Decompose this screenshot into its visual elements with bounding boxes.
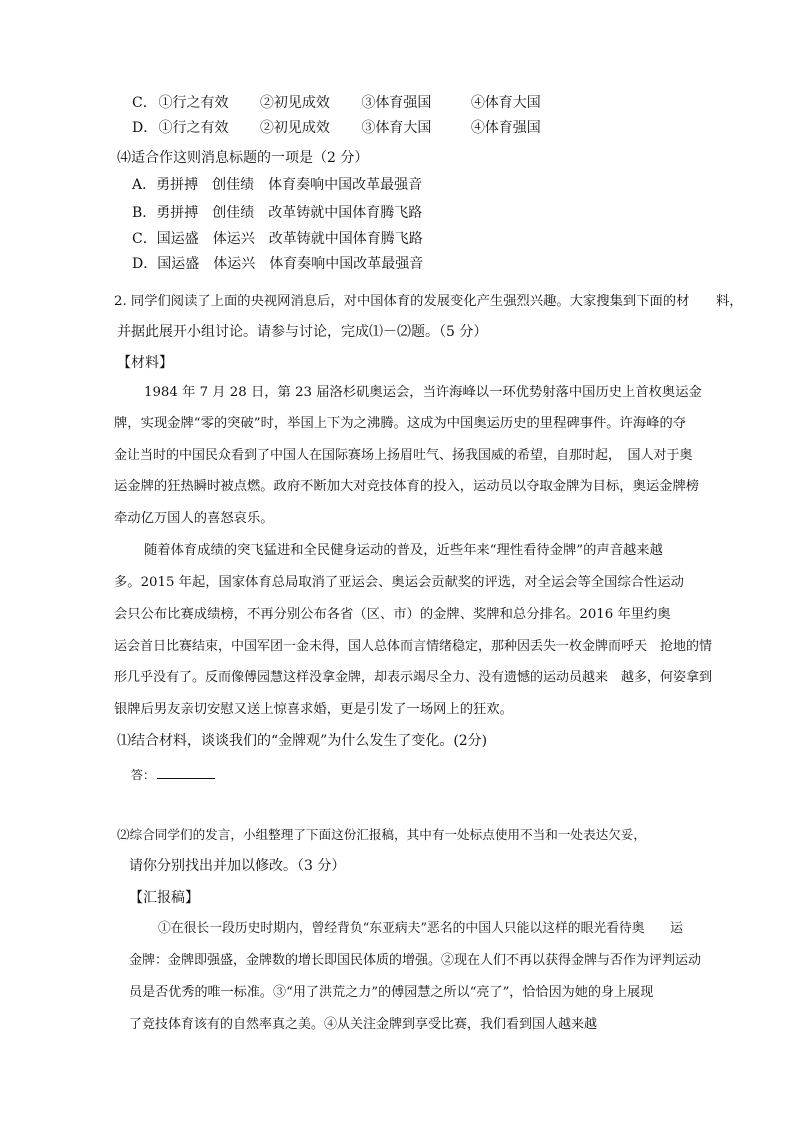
option-d-item-4: ④体育强国 <box>470 120 541 136</box>
sub1-answer <box>131 764 215 785</box>
material-p2-line: 多。2015 年起，国家体育总局取消了亚运会、奥运会贡献奖的评选，对全运会等全国综合性运动 <box>114 575 684 590</box>
material-p1-line: 牌，实现金牌“零的突破”时，举国上下为之沸腾。这成为中国奥运历史的里程碑事件。许海峰的夺 <box>114 416 687 431</box>
sub4-option-b: B．勇拼搏 创佳绩 改革铸就中国体育腾飞路 <box>132 205 423 221</box>
sub1-answer-label: 答： <box>131 768 156 782</box>
material-heading: 【材料】 <box>117 355 173 371</box>
material-p2-line: 形几乎没有了。反而像傅园慧这样没拿金牌，却表示竭尽全力、没有遗憾的运动员越来 越多，何姿拿到 <box>114 670 713 685</box>
sub2-stem-line-2: 请你分别找出并加以修改。（3 分） <box>129 858 346 874</box>
sub4-option-a: A．勇拼搏 创佳绩 体育奏响中国改革最强音 <box>132 177 423 193</box>
report-heading: 【汇报稿】 <box>129 890 199 906</box>
sub1-answer-blank[interactable] <box>157 764 215 779</box>
report-line: 员是否优秀的唯一标准。③“用了洪荒之力”的傅园慧之所以“亮了”，恰恰因为她的身上展现 <box>129 985 654 1000</box>
option-d-item-2: ②初见成效 <box>259 120 330 136</box>
report-line: 金牌：金牌即强盛，金牌数的增长即国民体质的增强。②现在人们不再以获得金牌与否作为评判运动 <box>129 953 702 968</box>
sub1-stem: ⑴结合材料，谈谈我们的“金牌观”为什么发生了变化。(2分) <box>117 733 488 749</box>
sub4-option-c: C．国运盛 体运兴 改革铸就中国体育腾飞路 <box>132 231 423 247</box>
option-d-item-1: ①行之有效 <box>158 120 229 136</box>
option-d <box>132 118 541 138</box>
material-p2-line: 随着体育成绩的突飞猛进和全民健身运动的普及，近些年来“理性看待金牌”的声音越来越 <box>144 543 663 558</box>
material-p2-line: 会只公布比赛成绩榜，不再分别公布各省（区、市）的金牌、奖牌和总分排名。2016 年里约奥 <box>114 607 671 622</box>
option-c <box>132 93 541 113</box>
option-c-item-4: ④体育大国 <box>470 95 541 111</box>
q2-stem-line-1: 2. 同学们阅读了上面的央视网消息后，对中国体育的发展变化产生强烈兴趣。大家搜集到下面的材 料， <box>114 294 743 309</box>
report-line: ①在很长一段历史时期内，曾经背负“东亚病夫”恶名的中国人只能以这样的眼光看待奥 运 <box>158 921 683 936</box>
material-p1-line: 1984 年 7 月 28 日，第 23 届洛杉矶奥运会，当许海峰以一环优势射落中国历史上首枚奥运金 <box>144 385 702 400</box>
material-p2-line: 银牌后男友亲切安慰又送上惊喜求婚，更是引发了一场网上的狂欢。 <box>114 702 513 717</box>
sub4-stem: ⑷适合作这则消息标题的一项是（2 分） <box>117 150 369 166</box>
material-p1-line: 金让当时的中国民众看到了中国人在国际赛场上扬眉吐气、扬我国威的希望，自那时起， 国人对于奥 <box>114 448 693 463</box>
material-p1-line: 牵动亿万国人的喜怒哀乐。 <box>114 511 274 526</box>
material-p1-line: 运金牌的狂热瞬时被点燃。政府不断加大对竞技体育的投入，运动员以夺取金牌为目标，奥运金牌榜 <box>114 479 700 494</box>
report-line: 了竞技体育该有的自然率真之美。④从关注金牌到享受比赛，我们看到国人越来越 <box>129 1017 598 1032</box>
option-c-label: C． <box>132 95 157 111</box>
option-d-item-3: ③体育大国 <box>361 120 432 136</box>
option-c-item-1: ①行之有效 <box>158 95 229 111</box>
option-c-item-2: ②初见成效 <box>259 95 330 111</box>
sub2-stem-line-1: ⑵综合同学们的发言，小组整理了下面这份汇报稿，其中有一处标点使用不当和一处表达欠妥， <box>117 827 646 842</box>
option-d-label: D． <box>132 120 158 136</box>
option-c-item-3: ③体育强国 <box>361 95 432 111</box>
sub4-option-d: D．国运盛 体运兴 体育奏响中国改革最强音 <box>132 256 424 272</box>
material-p2-line: 运会首日比赛结束，中国军团一金未得，国人总体而言情绪稳定，那种因丢失一枚金牌而呼天 抢地的情 <box>114 639 713 654</box>
q2-stem-line-2: 并据此展开小组讨论。请参与讨论，完成⑴－⑵题。（5 分） <box>117 324 488 340</box>
